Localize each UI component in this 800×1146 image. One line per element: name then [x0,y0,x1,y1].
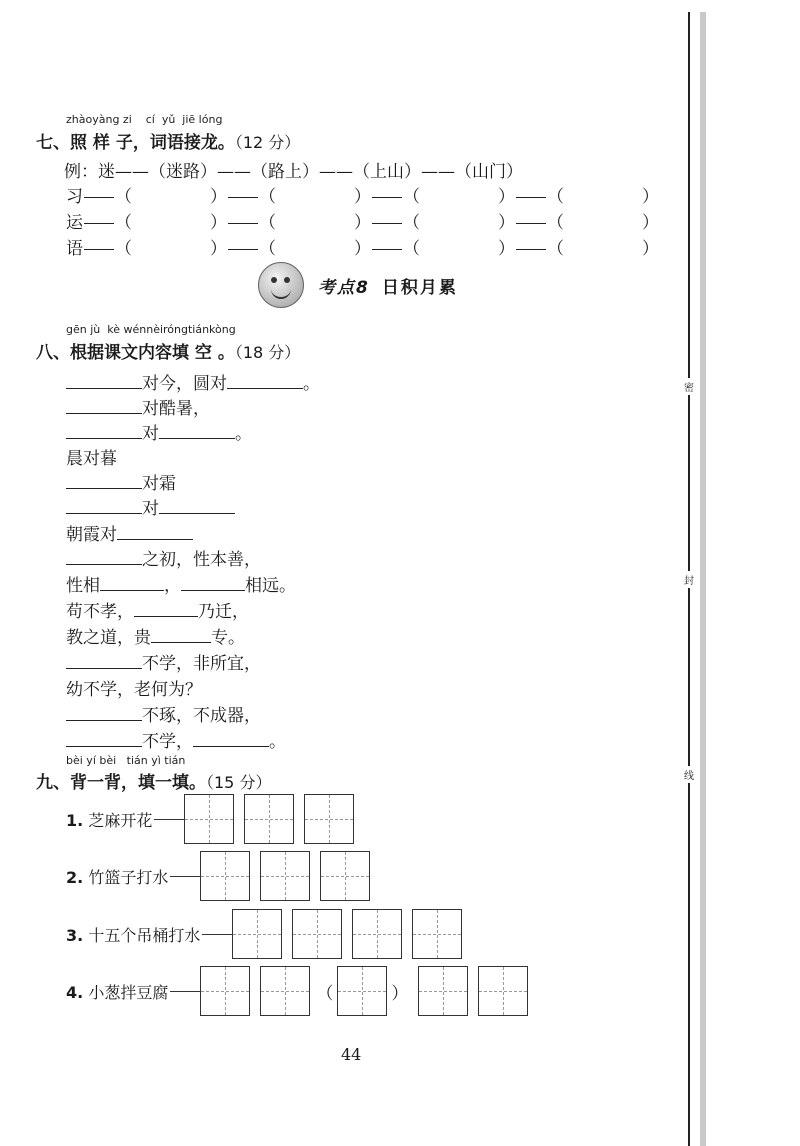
smiley-icon [258,262,304,308]
fill-blank[interactable] [100,574,164,591]
q9-item-4: 4. 小葱拌豆腐 （ ） [66,966,538,1016]
q8-line-1: 对今，圆对 。 [66,369,320,394]
char-box[interactable] [292,909,342,959]
q8-title [36,338,300,363]
fill-blank[interactable] [66,704,142,721]
q8-line-13: 幼不学，老何为？ [66,680,202,700]
fill-blank[interactable] [193,730,269,747]
q8-line-10: 苟不孝， 乃迁， [66,602,249,622]
seal-mark-xian: 线 [684,766,694,783]
q7-row-2: 运 （ ） （ ） （ ） （ ） [66,213,659,233]
q9-title-text: 九、背一背，填一填。 [36,773,206,793]
fill-blank[interactable] [159,497,235,514]
section-badge [258,262,458,308]
seal-mark-mi: 密 [684,378,694,395]
q8-line-12: 不学，非所宜， [66,649,261,674]
q8-line-8: 之初，性本善， [66,545,261,570]
q8-line-6: 对 [66,494,235,519]
char-box[interactable] [200,966,250,1016]
char-box[interactable] [200,851,250,901]
q7-title [36,128,300,153]
char-box[interactable] [260,851,310,901]
q9-item-3: 3. 十五个吊桶打水 [66,909,472,959]
char-box[interactable] [244,794,294,844]
q7-row-1: 习 （ ） （ ） （ ） （ ） [66,187,659,207]
q8-line-11: 教之道，贵 专。 [66,628,245,648]
q7-row-char: 习 [66,187,83,207]
q8-line-15: 不学， 。 [66,727,286,752]
fill-blank[interactable] [134,600,198,617]
q7-pinyin: zhàoyàng zi cí yǔ jiē lóng [66,113,223,126]
fill-blank[interactable] [66,372,142,389]
char-box[interactable] [184,794,234,844]
fill-blank[interactable] [117,523,193,540]
fill-blank[interactable] [181,574,245,591]
binding-line-thick [700,12,706,1146]
fill-blank[interactable] [66,548,142,565]
char-box[interactable] [320,851,370,901]
fill-blank[interactable] [66,652,142,669]
q8-line-2: 对酷暑， [66,394,210,419]
q7-title-text: 七、照 样 子，词语接龙。 [36,133,235,153]
q7-row-3: 语 （ ） （ ） （ ） （ ） [66,239,659,259]
q8-line-5: 对霜 [66,469,176,494]
q8-line-14: 不琢，不成器， [66,701,261,726]
fill-blank[interactable] [227,372,303,389]
q8-title-text: 八、根据课文内容填 空 。 [36,343,235,363]
char-box[interactable] [478,966,528,1016]
page-number: 44 [341,1045,362,1064]
char-box[interactable] [352,909,402,959]
q8-line-9: 性相 ， 相远。 [66,576,296,596]
q7-score: （12 分） [234,133,301,152]
q8-line-3: 对 。 [66,419,252,444]
fill-blank[interactable] [66,472,142,489]
q8-line-4: 晨对暮 [66,449,117,469]
fill-blank[interactable] [66,497,142,514]
badge-title [318,273,458,298]
q7-row-char: 运 [66,213,83,233]
char-box[interactable] [418,966,468,1016]
fill-blank[interactable] [66,397,142,414]
fill-blank[interactable] [66,730,142,747]
char-box[interactable] [412,909,462,959]
q9-title [36,768,271,793]
q7-row-char: 语 [66,239,83,259]
q9-item-1: 1. 芝麻开花 [66,794,364,844]
char-box[interactable] [260,966,310,1016]
char-box[interactable] [337,966,387,1016]
badge-topic: 日积月累 [381,277,458,298]
char-box[interactable] [232,909,282,959]
q8-line-7: 朝霞对 [66,520,193,545]
seal-mark-feng: 封 [684,571,694,588]
fill-blank[interactable] [159,422,235,439]
fill-blank[interactable] [151,626,211,643]
q8-pinyin: gēn jù kè wénnèiróngtiánkòng [66,323,236,336]
q9-pinyin: bèi yí bèi tián yì tián [66,754,186,767]
q7-example: 例：迷——（迷路）——（路上）——（上山）——（山门） [64,162,523,182]
fill-blank[interactable] [66,422,142,439]
badge-label: 考点8 [318,277,370,298]
q8-score: （18 分） [234,343,301,362]
q9-item-2: 2. 竹篮子打水 [66,851,380,901]
q9-score: （15 分） [206,773,272,792]
char-box[interactable] [304,794,354,844]
